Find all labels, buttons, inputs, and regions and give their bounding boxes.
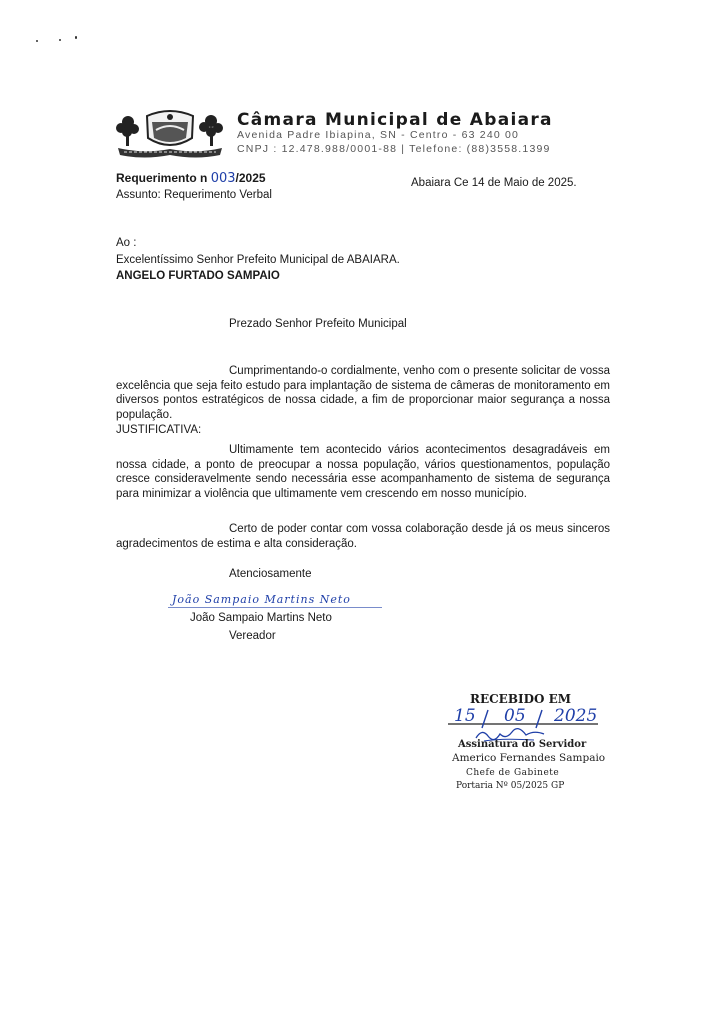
stamp-month: 05 — [504, 706, 526, 726]
body-paragraph-2 — [116, 443, 610, 501]
request-year: /2025 — [235, 171, 266, 185]
closing-regards: Atenciosamente — [229, 568, 312, 580]
request-number: 003 — [210, 171, 236, 186]
recipient-name: ANGELO FURTADO SAMPAIO — [116, 270, 280, 282]
stamp-year: 2025 — [554, 706, 598, 726]
body-paragraph-3 — [116, 522, 610, 551]
council-address: Avenida Padre Ibiapina, SN - Centro - 63 240 00 — [237, 129, 520, 141]
request-label: Requerimento n — [116, 171, 211, 185]
stamp-portaria: Portaria Nº 05/2025 GP — [456, 781, 565, 791]
stamp-sign-label: Assinatura do Servidor — [458, 739, 587, 750]
stamp-received-label: RECEBIDO EM — [470, 692, 572, 706]
council-title: Câmara Municipal de Abaiara — [237, 110, 553, 130]
municipal-emblem-icon — [114, 108, 226, 162]
recipient-label: Ao : — [116, 237, 137, 249]
stamp-servant-name: Americo Fernandes Sampaio — [452, 752, 606, 764]
stamp-day: 15 — [454, 706, 476, 726]
justification-label: JUSTIFICATIVA: — [116, 424, 202, 436]
place-date: Abaiara Ce 14 de Maio de 2025. — [411, 177, 577, 189]
body-paragraph-1 — [116, 364, 610, 422]
signer-name: João Sampaio Martins Neto — [190, 612, 332, 624]
paragraph-1-text: Cumprimentando-o cordialmente, venho com o presente solicitar de vossa excelência que seja feito estudo para implantação de sistema de câmeras de monitoramento em diversos pontos estratégicos de nossa cidade, a fim de proporcionar maior segurança a nossa população. — [116, 365, 610, 421]
stamp-servant-role: Chefe de Gabinete — [466, 768, 560, 778]
paragraph-2-text: Ultimamente tem acontecido vários acontecimentos desagradáveis em nossa cidade, a ponto de preocupar a nossa população, vários questionamentos, população cresce consideravelmente sendo necessária esse acompanhamento de sistema de segurança para minimizar a violência que ultimamente vem crescendo em nosso município. — [116, 444, 610, 500]
request-number-line — [116, 171, 266, 186]
request-subject: Assunto: Requerimento Verbal — [116, 189, 272, 201]
salutation: Prezado Senhor Prefeito Municipal — [229, 318, 407, 330]
signature-line — [168, 607, 382, 608]
signer-role: Vereador — [229, 630, 276, 642]
recipient-title: Excelentíssimo Senhor Prefeito Municipal de ABAIARA. — [116, 254, 400, 266]
council-contact: CNPJ : 12.478.988/0001-88 | Telefone: (88)3558.1399 — [237, 143, 551, 155]
handwritten-signature: João Sampaio Martins Neto — [172, 593, 351, 606]
paragraph-3-text: Certo de poder contar com vossa colaboração desde já os meus sinceros agradecimentos de estima e alta consideração. — [116, 523, 610, 550]
